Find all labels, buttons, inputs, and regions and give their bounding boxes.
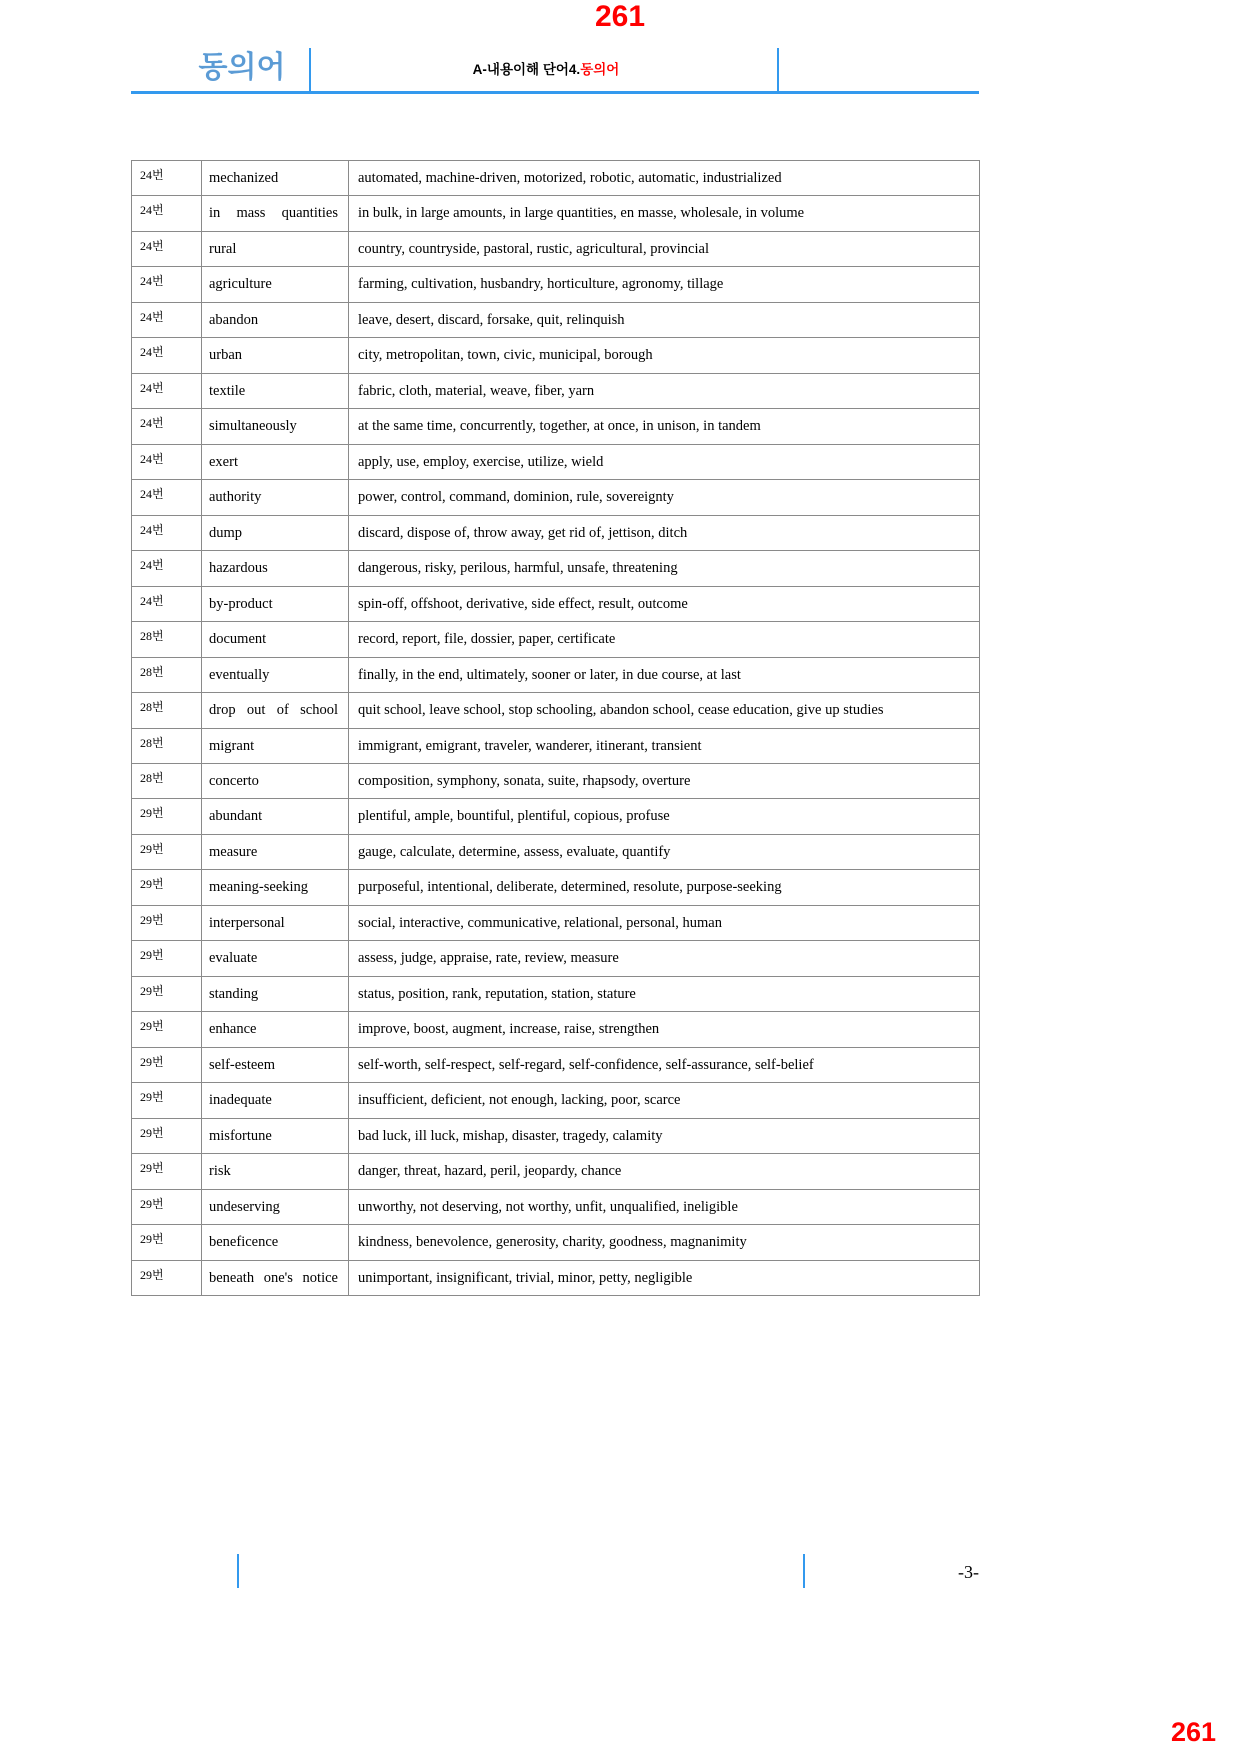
footer-page-label: -3- <box>958 1562 979 1582</box>
table-row <box>132 373 980 408</box>
cell-headword: abandon <box>202 302 349 337</box>
cell-question-number: 29번 <box>132 834 202 869</box>
table-row <box>132 870 980 905</box>
table-row <box>132 1047 980 1082</box>
cell-synonyms: danger, threat, hazard, peril, jeopardy, chance <box>349 1154 980 1189</box>
cell-headword: beneficence <box>202 1225 349 1260</box>
cell-synonyms: unimportant, insignificant, trivial, minor, petty, negligible <box>349 1260 980 1295</box>
cell-headword: meaning-seeking <box>202 870 349 905</box>
cell-headword: self-esteem <box>202 1047 349 1082</box>
header-subtitle-main: A-내용이해 단어4. <box>472 62 581 77</box>
table-row <box>132 976 980 1011</box>
cell-question-number: 24번 <box>132 338 202 373</box>
cell-synonyms: improve, boost, augment, increase, raise, strengthen <box>349 1012 980 1047</box>
cell-synonyms: unworthy, not deserving, not worthy, unfit, unqualified, ineligible <box>349 1189 980 1224</box>
cell-question-number: 24번 <box>132 409 202 444</box>
cell-headword: evaluate <box>202 941 349 976</box>
header-rule <box>131 91 979 94</box>
table-row <box>132 409 980 444</box>
cell-headword: inadequate <box>202 1083 349 1118</box>
cell-headword: simultaneously <box>202 409 349 444</box>
cell-headword: mechanized <box>202 161 349 196</box>
cell-question-number: 29번 <box>132 1260 202 1295</box>
bottom-page-number: 261 <box>1170 1717 1216 1747</box>
footer-mark-right <box>803 1554 805 1588</box>
table-row <box>132 1225 980 1260</box>
cell-headword: urban <box>202 338 349 373</box>
cell-headword: authority <box>202 480 349 515</box>
cell-question-number: 28번 <box>132 693 202 728</box>
cell-synonyms: insufficient, deficient, not enough, lacking, poor, scarce <box>349 1083 980 1118</box>
cell-synonyms: city, metropolitan, town, civic, municipal, borough <box>349 338 980 373</box>
cell-question-number: 24번 <box>132 196 202 231</box>
cell-synonyms: quit school, leave school, stop schooling, abandon school, cease education, give up studies <box>349 693 980 728</box>
table-row <box>132 941 980 976</box>
table-row <box>132 728 980 763</box>
cell-headword: beneath one's notice <box>202 1260 349 1295</box>
cell-question-number: 29번 <box>132 976 202 1011</box>
cell-question-number: 29번 <box>132 1189 202 1224</box>
table-row <box>132 905 980 940</box>
cell-synonyms: dangerous, risky, perilous, harmful, unsafe, threatening <box>349 551 980 586</box>
cell-question-number: 24번 <box>132 515 202 550</box>
cell-question-number: 29번 <box>132 941 202 976</box>
header-subtitle <box>321 46 771 94</box>
cell-headword: eventually <box>202 657 349 692</box>
cell-question-number: 24번 <box>132 302 202 337</box>
table-row <box>132 551 980 586</box>
table-row <box>132 799 980 834</box>
cell-question-number: 28번 <box>132 622 202 657</box>
cell-question-number: 29번 <box>132 1118 202 1153</box>
table-row <box>132 1154 980 1189</box>
table-row <box>132 763 980 798</box>
table-row <box>132 586 980 621</box>
table-row <box>132 444 980 479</box>
cell-question-number: 29번 <box>132 1047 202 1082</box>
cell-headword: concerto <box>202 763 349 798</box>
cell-headword: migrant <box>202 728 349 763</box>
footer-mark-left <box>237 1554 239 1588</box>
table-row <box>132 1260 980 1295</box>
cell-headword: abundant <box>202 799 349 834</box>
cell-question-number: 29번 <box>132 870 202 905</box>
table-row <box>132 1189 980 1224</box>
cell-synonyms: at the same time, concurrently, together, at once, in unison, in tandem <box>349 409 980 444</box>
cell-headword: standing <box>202 976 349 1011</box>
cell-synonyms: country, countryside, pastoral, rustic, agricultural, provincial <box>349 231 980 266</box>
cell-question-number: 29번 <box>132 1154 202 1189</box>
cell-synonyms: discard, dispose of, throw away, get rid of, jettison, ditch <box>349 515 980 550</box>
page-header <box>131 46 979 94</box>
cell-synonyms: gauge, calculate, determine, assess, evaluate, quantify <box>349 834 980 869</box>
cell-headword: enhance <box>202 1012 349 1047</box>
cell-question-number: 28번 <box>132 728 202 763</box>
cell-synonyms: spin-off, offshoot, derivative, side effect, result, outcome <box>349 586 980 621</box>
cell-headword: misfortune <box>202 1118 349 1153</box>
cell-synonyms: apply, use, employ, exercise, utilize, wield <box>349 444 980 479</box>
cell-synonyms: record, report, file, dossier, paper, certificate <box>349 622 980 657</box>
table-row <box>132 231 980 266</box>
table-row <box>132 161 980 196</box>
cell-synonyms: power, control, command, dominion, rule, sovereignty <box>349 480 980 515</box>
header-title: 동의어 <box>198 51 286 84</box>
cell-question-number: 28번 <box>132 763 202 798</box>
cell-headword: hazardous <box>202 551 349 586</box>
vocabulary-table-body <box>132 161 980 1296</box>
cell-question-number: 29번 <box>132 1012 202 1047</box>
cell-headword: by-product <box>202 586 349 621</box>
cell-headword: undeserving <box>202 1189 349 1224</box>
cell-question-number: 29번 <box>132 905 202 940</box>
cell-synonyms: in bulk, in large amounts, in large quantities, en masse, wholesale, in volume <box>349 196 980 231</box>
header-divider-left <box>309 48 311 92</box>
cell-synonyms: self-worth, self-respect, self-regard, self-confidence, self-assurance, self-belief <box>349 1047 980 1082</box>
page-footer <box>131 1554 979 1594</box>
cell-headword: textile <box>202 373 349 408</box>
cell-synonyms: purposeful, intentional, deliberate, determined, resolute, purpose-seeking <box>349 870 980 905</box>
cell-synonyms: fabric, cloth, material, weave, fiber, yarn <box>349 373 980 408</box>
header-divider-right <box>777 48 779 92</box>
table-row <box>132 302 980 337</box>
cell-question-number: 29번 <box>132 799 202 834</box>
cell-synonyms: plentiful, ample, bountiful, plentiful, copious, profuse <box>349 799 980 834</box>
cell-headword: dump <box>202 515 349 550</box>
table-row <box>132 1118 980 1153</box>
cell-question-number: 24번 <box>132 373 202 408</box>
cell-synonyms: bad luck, ill luck, mishap, disaster, tragedy, calamity <box>349 1118 980 1153</box>
table-row <box>132 693 980 728</box>
cell-headword: document <box>202 622 349 657</box>
cell-synonyms: composition, symphony, sonata, suite, rhapsody, overture <box>349 763 980 798</box>
table-row <box>132 196 980 231</box>
table-row <box>132 267 980 302</box>
cell-question-number: 24번 <box>132 551 202 586</box>
cell-question-number: 24번 <box>132 480 202 515</box>
cell-synonyms: immigrant, emigrant, traveler, wanderer, itinerant, transient <box>349 728 980 763</box>
header-subtitle-accent: 동의어 <box>580 62 620 77</box>
cell-headword: in mass quantities <box>202 196 349 231</box>
cell-question-number: 29번 <box>132 1225 202 1260</box>
cell-question-number: 24번 <box>132 231 202 266</box>
cell-synonyms: assess, judge, appraise, rate, review, measure <box>349 941 980 976</box>
table-row <box>132 515 980 550</box>
cell-synonyms: kindness, benevolence, generosity, charity, goodness, magnanimity <box>349 1225 980 1260</box>
cell-headword: interpersonal <box>202 905 349 940</box>
cell-headword: drop out of school <box>202 693 349 728</box>
cell-question-number: 24번 <box>132 586 202 621</box>
cell-headword: risk <box>202 1154 349 1189</box>
table-row <box>132 657 980 692</box>
cell-question-number: 24번 <box>132 161 202 196</box>
cell-synonyms: social, interactive, communicative, relational, personal, human <box>349 905 980 940</box>
cell-synonyms: finally, in the end, ultimately, sooner or later, in due course, at last <box>349 657 980 692</box>
cell-synonyms: leave, desert, discard, forsake, quit, relinquish <box>349 302 980 337</box>
cell-headword: rural <box>202 231 349 266</box>
table-row <box>132 1083 980 1118</box>
cell-headword: exert <box>202 444 349 479</box>
cell-question-number: 29번 <box>132 1083 202 1118</box>
cell-question-number: 24번 <box>132 444 202 479</box>
table-row <box>132 1012 980 1047</box>
cell-synonyms: status, position, rank, reputation, station, stature <box>349 976 980 1011</box>
cell-question-number: 28번 <box>132 657 202 692</box>
top-page-number: 261 <box>594 0 646 33</box>
cell-synonyms: automated, machine-driven, motorized, robotic, automatic, industrialized <box>349 161 980 196</box>
table-row <box>132 480 980 515</box>
table-row <box>132 338 980 373</box>
cell-headword: measure <box>202 834 349 869</box>
table-row <box>132 622 980 657</box>
cell-headword: agriculture <box>202 267 349 302</box>
cell-question-number: 24번 <box>132 267 202 302</box>
cell-synonyms: farming, cultivation, husbandry, horticulture, agronomy, tillage <box>349 267 980 302</box>
vocabulary-table <box>131 160 980 1296</box>
table-row <box>132 834 980 869</box>
